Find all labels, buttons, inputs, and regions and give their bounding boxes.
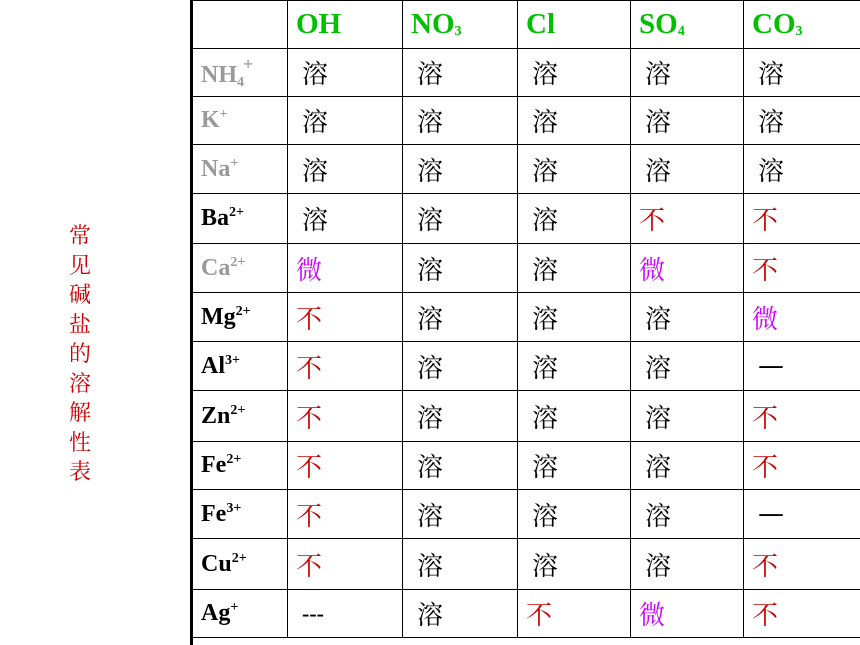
cation-charge: 2+	[235, 303, 251, 319]
solubility-cell: 不	[744, 539, 860, 590]
solubility-cell: 溶	[403, 194, 518, 244]
solubility-cell: 溶	[403, 145, 518, 194]
cation-charge: +	[230, 600, 239, 615]
cation-symbol: Al	[201, 352, 225, 379]
solubility-cell: 溶	[518, 145, 631, 194]
solubility-cell: 不	[288, 539, 403, 590]
solubility-cell: 不	[288, 342, 403, 391]
solubility-cell: 不	[744, 244, 860, 293]
solubility-cell: 溶	[631, 49, 744, 97]
side-title-char: 性	[68, 430, 91, 456]
cation-cell	[193, 391, 288, 442]
solubility-cell: —	[744, 490, 860, 539]
table-row	[193, 391, 860, 442]
cation-charge: 2+	[230, 402, 246, 418]
solubility-cell: 溶	[518, 490, 631, 539]
solubility-cell: 不	[744, 442, 860, 490]
cation-charge: +	[243, 54, 254, 74]
solubility-cell: 溶	[403, 342, 518, 391]
cation-charge: 2+	[229, 205, 244, 220]
anion-subscript: 3	[454, 24, 462, 39]
anion-symbol: Cl	[526, 8, 555, 40]
solubility-cell: 溶	[631, 391, 744, 442]
solubility-cell: 溶	[518, 244, 631, 293]
cation-cell	[193, 194, 288, 244]
table-row	[193, 194, 860, 244]
cation-cell	[193, 539, 288, 590]
solubility-cell: 溶	[288, 145, 403, 194]
cation-charge: 2+	[231, 550, 247, 566]
solubility-cell: 溶	[744, 49, 860, 97]
solubility-cell: 溶	[403, 49, 518, 97]
cation-subscript: 4	[237, 75, 244, 90]
solubility-cell: 溶	[518, 49, 631, 97]
anion-symbol: NO	[411, 8, 455, 40]
cation-charge: +	[219, 107, 228, 122]
cation-symbol: Fe	[201, 452, 227, 478]
solubility-cell: 溶	[518, 97, 631, 145]
solubility-cell: 溶	[518, 442, 631, 490]
solubility-cell: 不	[744, 194, 860, 244]
cation-symbol: Fe	[201, 500, 227, 527]
solubility-cell: 溶	[631, 145, 744, 194]
solubility-cell: 溶	[631, 442, 744, 490]
cation-symbol: Cu	[201, 550, 232, 577]
solubility-cell: 不	[631, 194, 744, 244]
side-title-char: 解	[68, 401, 91, 426]
cation-symbol: Ba	[201, 205, 230, 231]
solubility-cell: 溶	[518, 293, 631, 342]
table-body	[193, 1, 860, 638]
solubility-table	[192, 0, 860, 638]
cation-symbol: Mg	[201, 303, 236, 330]
cation-cell	[193, 342, 288, 391]
side-title-char: 的	[68, 342, 91, 367]
solubility-cell: 溶	[518, 391, 631, 442]
anion-symbol: CO	[752, 8, 796, 40]
cation-cell	[193, 244, 288, 293]
table-row	[193, 49, 860, 97]
solubility-cell: 微	[288, 244, 403, 293]
cation-symbol: Na	[201, 155, 231, 182]
anion-header	[288, 1, 403, 49]
cation-symbol: K	[201, 107, 220, 133]
cation-charge: 3+	[225, 352, 240, 368]
table-row	[193, 490, 860, 539]
solubility-cell: 溶	[403, 490, 518, 539]
solubility-cell: —	[744, 342, 860, 391]
side-title-char: 常	[68, 224, 91, 249]
cation-charge: +	[230, 155, 239, 171]
solubility-cell: 溶	[403, 442, 518, 490]
solubility-cell: 微	[631, 590, 744, 638]
anion-header	[631, 1, 744, 49]
side-title-char: 碱	[68, 283, 91, 308]
solubility-cell: 不	[288, 293, 403, 342]
solubility-cell: 溶	[744, 145, 860, 194]
solubility-cell: 溶	[403, 244, 518, 293]
cation-charge: 2+	[226, 452, 242, 467]
solubility-cell: 微	[744, 293, 860, 342]
solubility-cell: 溶	[288, 97, 403, 145]
cation-symbol: Zn	[201, 402, 231, 429]
solubility-cell: 不	[518, 590, 631, 638]
side-title-char: 溶	[68, 371, 91, 397]
solubility-cell: 微	[631, 244, 744, 293]
table-row	[193, 97, 860, 145]
corner-cell	[193, 1, 288, 49]
solubility-cell: 不	[288, 391, 403, 442]
solubility-cell: 溶	[744, 97, 860, 145]
side-title-char: 盐	[68, 312, 91, 338]
cation-cell	[193, 590, 288, 638]
table-row	[193, 590, 860, 638]
header-row	[193, 1, 860, 49]
solubility-cell: 不	[744, 590, 860, 638]
solubility-cell: 不	[288, 442, 403, 490]
cation-cell	[193, 97, 288, 145]
cation-charge: 2+	[230, 254, 246, 270]
solubility-cell: 溶	[631, 342, 744, 391]
solubility-cell: 溶	[518, 194, 631, 244]
anion-header	[744, 1, 860, 49]
solubility-cell: 溶	[518, 539, 631, 590]
cation-symbol: Ca	[201, 254, 231, 281]
side-title	[62, 222, 98, 488]
solubility-cell: 溶	[403, 293, 518, 342]
cation-charge: 3+	[226, 500, 242, 516]
solubility-cell: 溶	[403, 539, 518, 590]
solubility-cell: 不	[288, 490, 403, 539]
solubility-cell: 溶	[288, 194, 403, 244]
table-row	[193, 244, 860, 293]
side-title-char: 见	[68, 253, 91, 279]
cation-cell	[193, 442, 288, 490]
table-row	[193, 145, 860, 194]
solubility-cell: 溶	[518, 342, 631, 391]
solubility-cell: 溶	[403, 391, 518, 442]
solubility-cell: 溶	[403, 97, 518, 145]
table-row	[193, 539, 860, 590]
solubility-cell: 溶	[631, 539, 744, 590]
cation-cell	[193, 49, 288, 97]
anion-subscript: 3	[795, 24, 803, 39]
solubility-cell: 溶	[288, 49, 403, 97]
solubility-cell: 不	[744, 391, 860, 442]
cation-symbol: Ag	[201, 600, 231, 626]
cation-symbol: NH	[201, 62, 237, 88]
table-row	[193, 442, 860, 490]
solubility-cell: 溶	[631, 490, 744, 539]
solubility-cell: 溶	[631, 97, 744, 145]
cation-cell	[193, 145, 288, 194]
table-row	[193, 293, 860, 342]
solubility-cell: 溶	[631, 293, 744, 342]
anion-symbol: OH	[296, 8, 342, 40]
cation-cell	[193, 293, 288, 342]
table-row	[193, 342, 860, 391]
anion-subscript: 4	[677, 24, 685, 39]
anion-header	[403, 1, 518, 49]
anion-header	[518, 1, 631, 49]
solubility-cell: 溶	[403, 590, 518, 638]
cation-cell	[193, 490, 288, 539]
side-title-char: 表	[68, 460, 91, 485]
anion-symbol: SO	[639, 8, 678, 40]
solubility-cell: ---	[288, 590, 403, 638]
